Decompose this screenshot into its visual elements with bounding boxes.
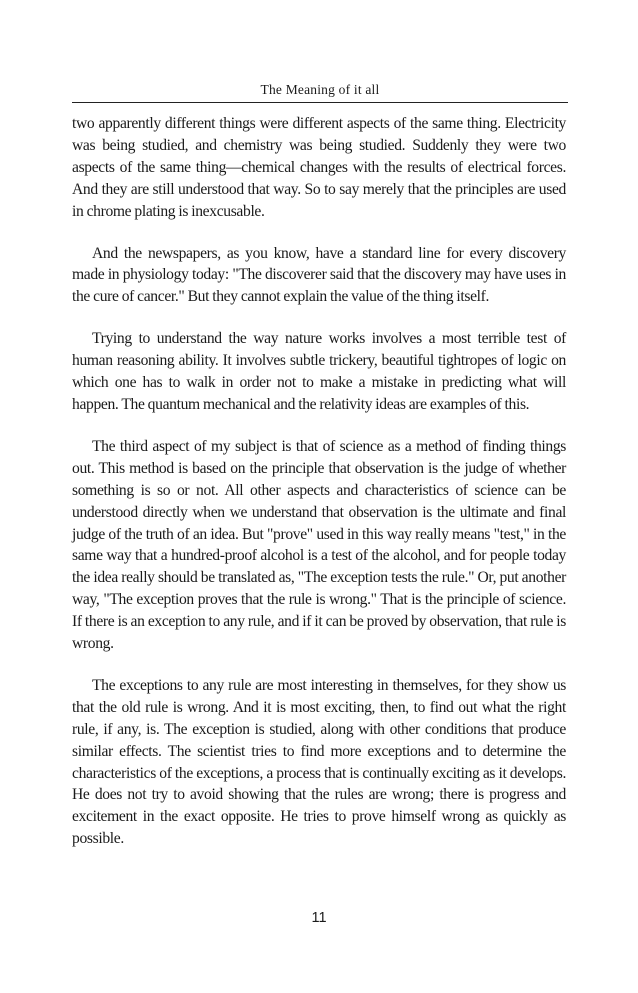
running-head: The Meaning of it all (260, 82, 380, 97)
header-rule (72, 102, 568, 103)
page-number: 11 (311, 910, 327, 926)
body-text (72, 113, 566, 850)
paragraph-newspapers: And the newspapers, as you know, have a standard line for every discovery made in physiology today: "The discoverer said that the discovery may have uses in the cure of cancer." But they cannot explain the value of the thing itself. (72, 244, 566, 306)
paragraph-exceptions: The exceptions to any rule are most interesting in themselves, for they show us that the old rule is wrong. And it is most exciting, then, to find out what the right rule, if any, is. The exception is studied, along with other conditions that produce similar effects. The scientist tries to find more exceptions and to determine the characteristics of the exceptions, a process that is continually exciting as it develops. He does not try to avoid showing that the rules are wrong; there is progress and excitement in the exact opposite. He tries to prove himself wrong as quickly as possible. (72, 676, 566, 848)
paragraph-nature: Trying to understand the way nature works involves a most terrible test of human reasoning ability. It involves subtle trickery, beautiful tightropes of logic on which one has to walk in order not to make a mistake in predicting what will happen. The quantum mechanical and the relativity ideas are examples of this. (72, 330, 566, 413)
paragraph-continuation: two apparently different things were different aspects of the same thing. Electricity was being studied, and chemistry was being studied. Suddenly they were two aspects of the same thing—chemical changes with the results of electrical forces. And they are still understood that way. So to say merely that the principles are used in chrome plating is inexcusable. (72, 115, 566, 220)
paragraph-method: The third aspect of my subject is that of science as a method of finding things out. This method is based on the principle that observation is the judge of whether something is so or not. All other aspects and characteristics of science can be understood directly when we understand that observation is the ultimate and final judge of the truth of an idea. But "prove" used in this way really means "test," in the same way that a hundred-proof alcohol is a test of the alcohol, and for people today the idea really should be translated as, "The exception tests the rule." Or, put another way, "The exception proves that the rule is wrong." That is the principle of science. If there is an exception to any rule, and if it can be proved by observation, that rule is wrong. (72, 437, 566, 653)
